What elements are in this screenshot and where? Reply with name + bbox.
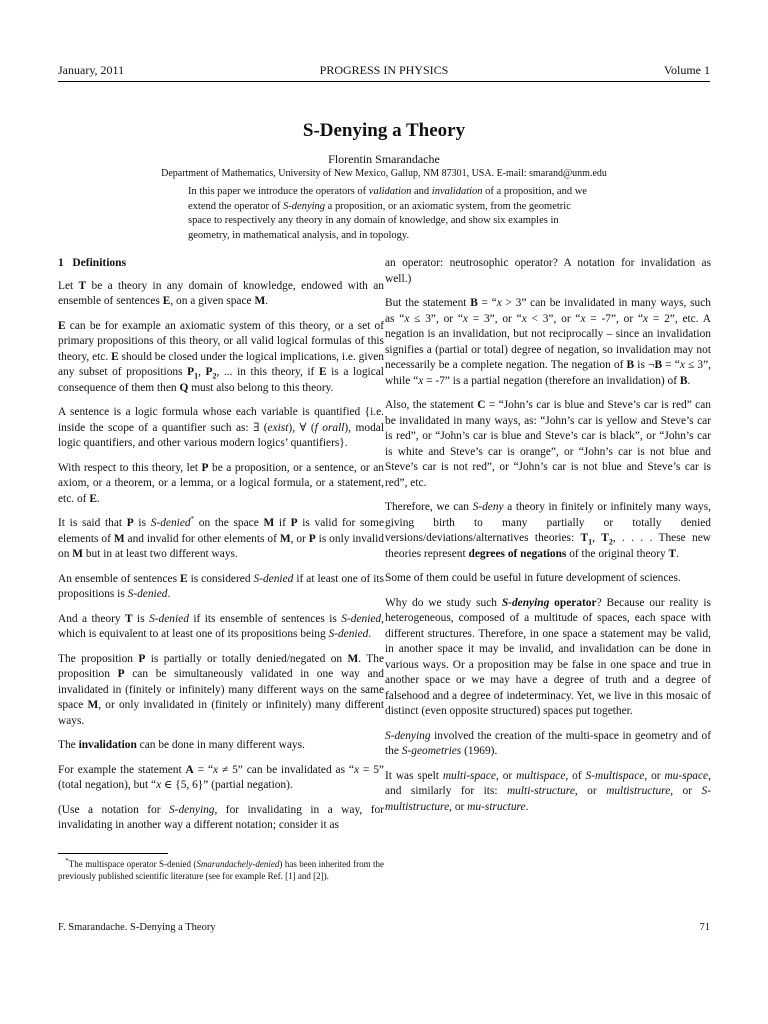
paragraph: (Use a notation for S-denying, for invalidating in a way, for invalidating in another way a different notation; consider it as xyxy=(58,803,384,831)
paragraph: Why do we study such S-denying operator? Because our reality is heterogeneous, composed of a multitude of spaces, each space with different structures. Therefore, in one space a statement may be valid, in another space it may be invalid, and invalidation can be done in various ways. Or a proposition may be false in one space and true in another space or we may have a degree of truth and a degree of falsehood and a degree of indeterminacy. Yet, we live in this mosaic of distinct (even opposite structured) spaces put together. xyxy=(385,596,711,717)
header-date: January, 2011 xyxy=(58,63,125,77)
paragraph: It was spelt multi-space, or multispace, of S-multispace, or mu-space, and similarly for its: multi-structure, or multistructure, or S-multistructure, or mu-structure. xyxy=(385,769,711,813)
right-column xyxy=(385,256,711,824)
paragraph: Some of them could be useful in future development of sciences. xyxy=(385,572,681,584)
author-affiliation: Department of Mathematics, University of New Mexico, Gallup, NM 87301, USA. E-mail: smarand@unm.edu xyxy=(161,168,607,179)
left-column xyxy=(58,256,384,843)
paragraph: The proposition P is partially or totally denied/negated on M. The proposition P can be simultaneously validated in one way and invalidated in (finitely or infinitely) many different ways on the same space M, or only invalidated in (finitely or infinitely) many different ways. xyxy=(58,652,384,727)
paper-title: S-Denying a Theory xyxy=(302,120,466,141)
paragraph: Therefore, we can S-deny a theory in finitely or infinitely many ways, giving birth to many partially or totally denied versions/deviations/alternatives theories: $T_1$, $T_2$, . . . . These new theories represent degrees of negations of the original theory T. xyxy=(385,501,712,560)
paragraph: an operator: neutrosophic operator? A notation for invalidation as well.) xyxy=(385,257,711,285)
header-rule xyxy=(58,81,710,82)
paragraph: Let T be a theory in any domain of knowledge, endowed with an ensemble of sentences E, on a given space M. xyxy=(58,279,384,307)
paragraph: A sentence is a logic formula whose each variable is quantified {i.e. inside the scope of a quantifier such as: ∃ (exist), ∀ (f orall), modal logic quantifiers, and other various modern logics’ quantifiers}. xyxy=(58,406,384,449)
paragraph: It is said that P is S-denied* on the space M if P is valid for some elements of M and invalid for other elements of M, or P is only invalid on M but in at least two different ways. xyxy=(58,515,384,560)
footnote-rule xyxy=(58,853,168,854)
footnote-marker: * xyxy=(190,515,195,524)
paragraph: An ensemble of sentences E is considered S-denied if at least one of its propositions is S-denied. xyxy=(58,572,384,600)
paragraph: With respect to this theory, let P be a proposition, or a sentence, or an axiom, or a theorem, or a lemma, or a logical formula, or a statement, etc. of E. xyxy=(58,461,384,505)
paragraph: And a theory T is S-denied if its ensemble of sentences is S-denied, which is equivalent to at least one of its propositions being S-denied. xyxy=(58,612,384,640)
footnote: *The multispace operator S-denied (Smarandachely-denied) has been inherited from the previously published scientific literature (see for example Ref. [1] and [2]). xyxy=(58,857,384,881)
section-heading: 1 Definitions xyxy=(58,257,127,269)
footer-citation: F. Smarandache. S-Denying a Theory xyxy=(58,922,216,933)
paragraph: The invalidation can be done in many different ways. xyxy=(58,739,305,751)
paragraph: S-denying involved the creation of the multi-space in geometry and of the S-geometries (1969). xyxy=(385,729,711,757)
paragraph: For example the statement A = “x ≠ 5” can be invalidated as “x = 5” (total negation), but “x ∈ {5, 6}” (partial negation). xyxy=(58,763,384,791)
header-journal: PROGRESS IN PHYSICS xyxy=(319,63,449,77)
author-name: Florentin Smarandache xyxy=(328,152,440,166)
running-header xyxy=(58,63,710,79)
paragraph: Also, the statement C = “John’s car is blue and Steve’s car is red” can be invalidated in many ways, as: “John’s car is yellow and Steve’s car is red”, or “John’s car is blue and Steve’s car is black”, or “John’s car is white and Steve’s car is orange”, or “John’s car is not blue and Steve’s car is not red”, or “John’s car is not blue and Steve’s car is red”, etc. xyxy=(385,399,711,489)
abstract: In this paper we introduce the operators of validation and invalidation of a proposition, and we extend the operator of S-denying a proposition, or an axiomatic system, from the geometric space to respectively any theory in any domain of knowledge, and show six examples in geometry, in mathematical analysis, and in topology. xyxy=(188,186,587,241)
paragraph: But the statement B = “x > 3” can be invalidated in many ways, such as “x ≤ 3”, or “x = 3”, or “x < 3”, or “x = -7”, or “x = 2”, etc. A negation is an invalidation, but not reciprocally – since an invalidation signifies a (partial or total) degree of negation, so invalidation may not necessarily be a complete negation. The negation of B is ¬B = “x ≤ 3”, while “x = -7” is a partial negation (therefore an invalidation) of B. xyxy=(385,297,711,387)
page-number: 71 xyxy=(699,922,710,933)
header-volume: Volume 1 xyxy=(663,63,710,77)
paragraph: E can be for example an axiomatic system of this theory, or a set of primary propositions of this theory, or all valid logical formulas of this theory, etc. E should be closed under the logical implications, i.e. given any subset of propositions $P_1$, $P_2$, ... in this theory, if E is a logical consequence of them then Q must also belong to this theory. xyxy=(58,319,384,394)
